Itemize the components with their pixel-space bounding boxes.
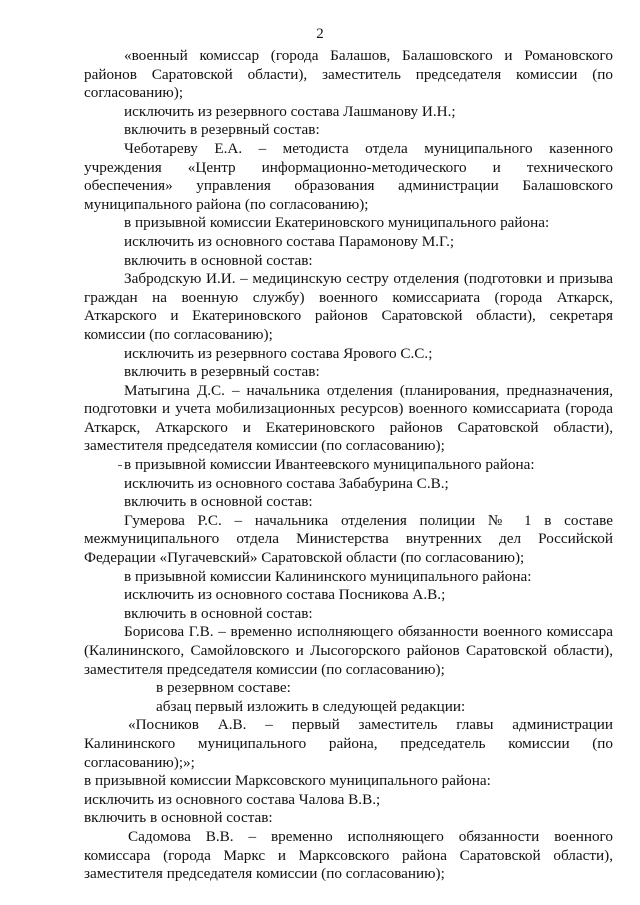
paragraph: исключить из резервного состава Лашманову И.Н.; bbox=[124, 102, 456, 120]
paragraph: исключить из резервного состава Ярового С.С.; bbox=[124, 344, 433, 362]
scan-mark bbox=[118, 465, 122, 466]
paragraph: в призывной комиссии Ивантеевского муниципального района: bbox=[124, 456, 535, 474]
paragraph: включить в основной состав: bbox=[124, 493, 313, 511]
paragraph: «военный комиссар (города Балашов, Балашовского и Романовского районов Саратовской области), заместитель председателя комиссии (по согласованию); bbox=[84, 47, 613, 102]
paragraph: абзац первый изложить в следующей редакции: bbox=[156, 697, 466, 715]
paragraph: включить в основной состав: bbox=[124, 251, 313, 269]
paragraph: Борисова Г.В. – временно исполняющего обязанности военного комиссара (Калининского, Самойловского и Лысогорского районов Саратовской области), заместителя председателя комиссии (по согласованию); bbox=[84, 623, 613, 678]
document-body bbox=[84, 47, 613, 884]
page-number: 2 bbox=[316, 26, 324, 42]
paragraph: в резервном составе: bbox=[156, 679, 291, 697]
paragraph: Забродскую И.И. – медицинскую сестру отделения (подготовки и призыва граждан на военную службу) военного комиссариата (города Аткарск, Аткарского и Екатериновского районов Саратовской области), секретаря комиссии (по согласованию); bbox=[84, 270, 613, 343]
paragraph: Гумерова Р.С. – начальника отделения полиции № 1 в составе межмуниципального отдела Министерства внутренних дел Российской Федерации «Пугачевский» Саратовской области (по согласованию); bbox=[84, 511, 613, 567]
paragraph: включить в основной состав: bbox=[124, 604, 313, 622]
paragraph: Чеботареву Е.А. – методиста отдела муниципального казенного учреждения «Центр информационно-методического и технического обеспечения» управления образования администрации Балашовского муниципального района (по согласованию); bbox=[84, 139, 613, 213]
paragraph: включить в резервный состав: bbox=[124, 121, 320, 139]
paragraph: исключить из основного состава Парамонову М.Г.; bbox=[124, 232, 455, 250]
paragraph: исключить из основного состава Забабурина С.В.; bbox=[124, 474, 449, 492]
paragraph: в призывной комиссии Марксовского муниципального района: bbox=[84, 772, 491, 790]
paragraph: в призывной комиссии Екатериновского муниципального района: bbox=[124, 214, 550, 232]
paragraph: в призывной комиссии Калининского муниципального района: bbox=[124, 567, 532, 585]
paragraph: Садомова В.В. – временно исполняющего обязанности военного комиссара (города Маркс и Марксовского района Саратовской области), заместителя председателя комиссии (по согласованию); bbox=[84, 827, 613, 883]
paragraph: включить в резервный состав: bbox=[124, 363, 320, 381]
paragraph: включить в основной состав: bbox=[84, 809, 273, 827]
paragraph: исключить из основного состава Чалова В.В.; bbox=[84, 790, 381, 808]
paragraph: Матыгина Д.С. – начальника отделения (планирования, предназначения, подготовки и учета мобилизационных ресурсов) военного комиссариата (города Аткарск, Аткарского и Екатериновского районов Саратовской области), заместителя председателя комиссии (по согласованию); bbox=[84, 381, 613, 455]
paragraph: «Посников А.В. – первый заместитель главы администрации Калининского муниципального района, председатель комиссии (по согласованию);»; bbox=[84, 716, 613, 771]
paragraph: исключить из основного состава Посникова А.В.; bbox=[124, 586, 446, 604]
